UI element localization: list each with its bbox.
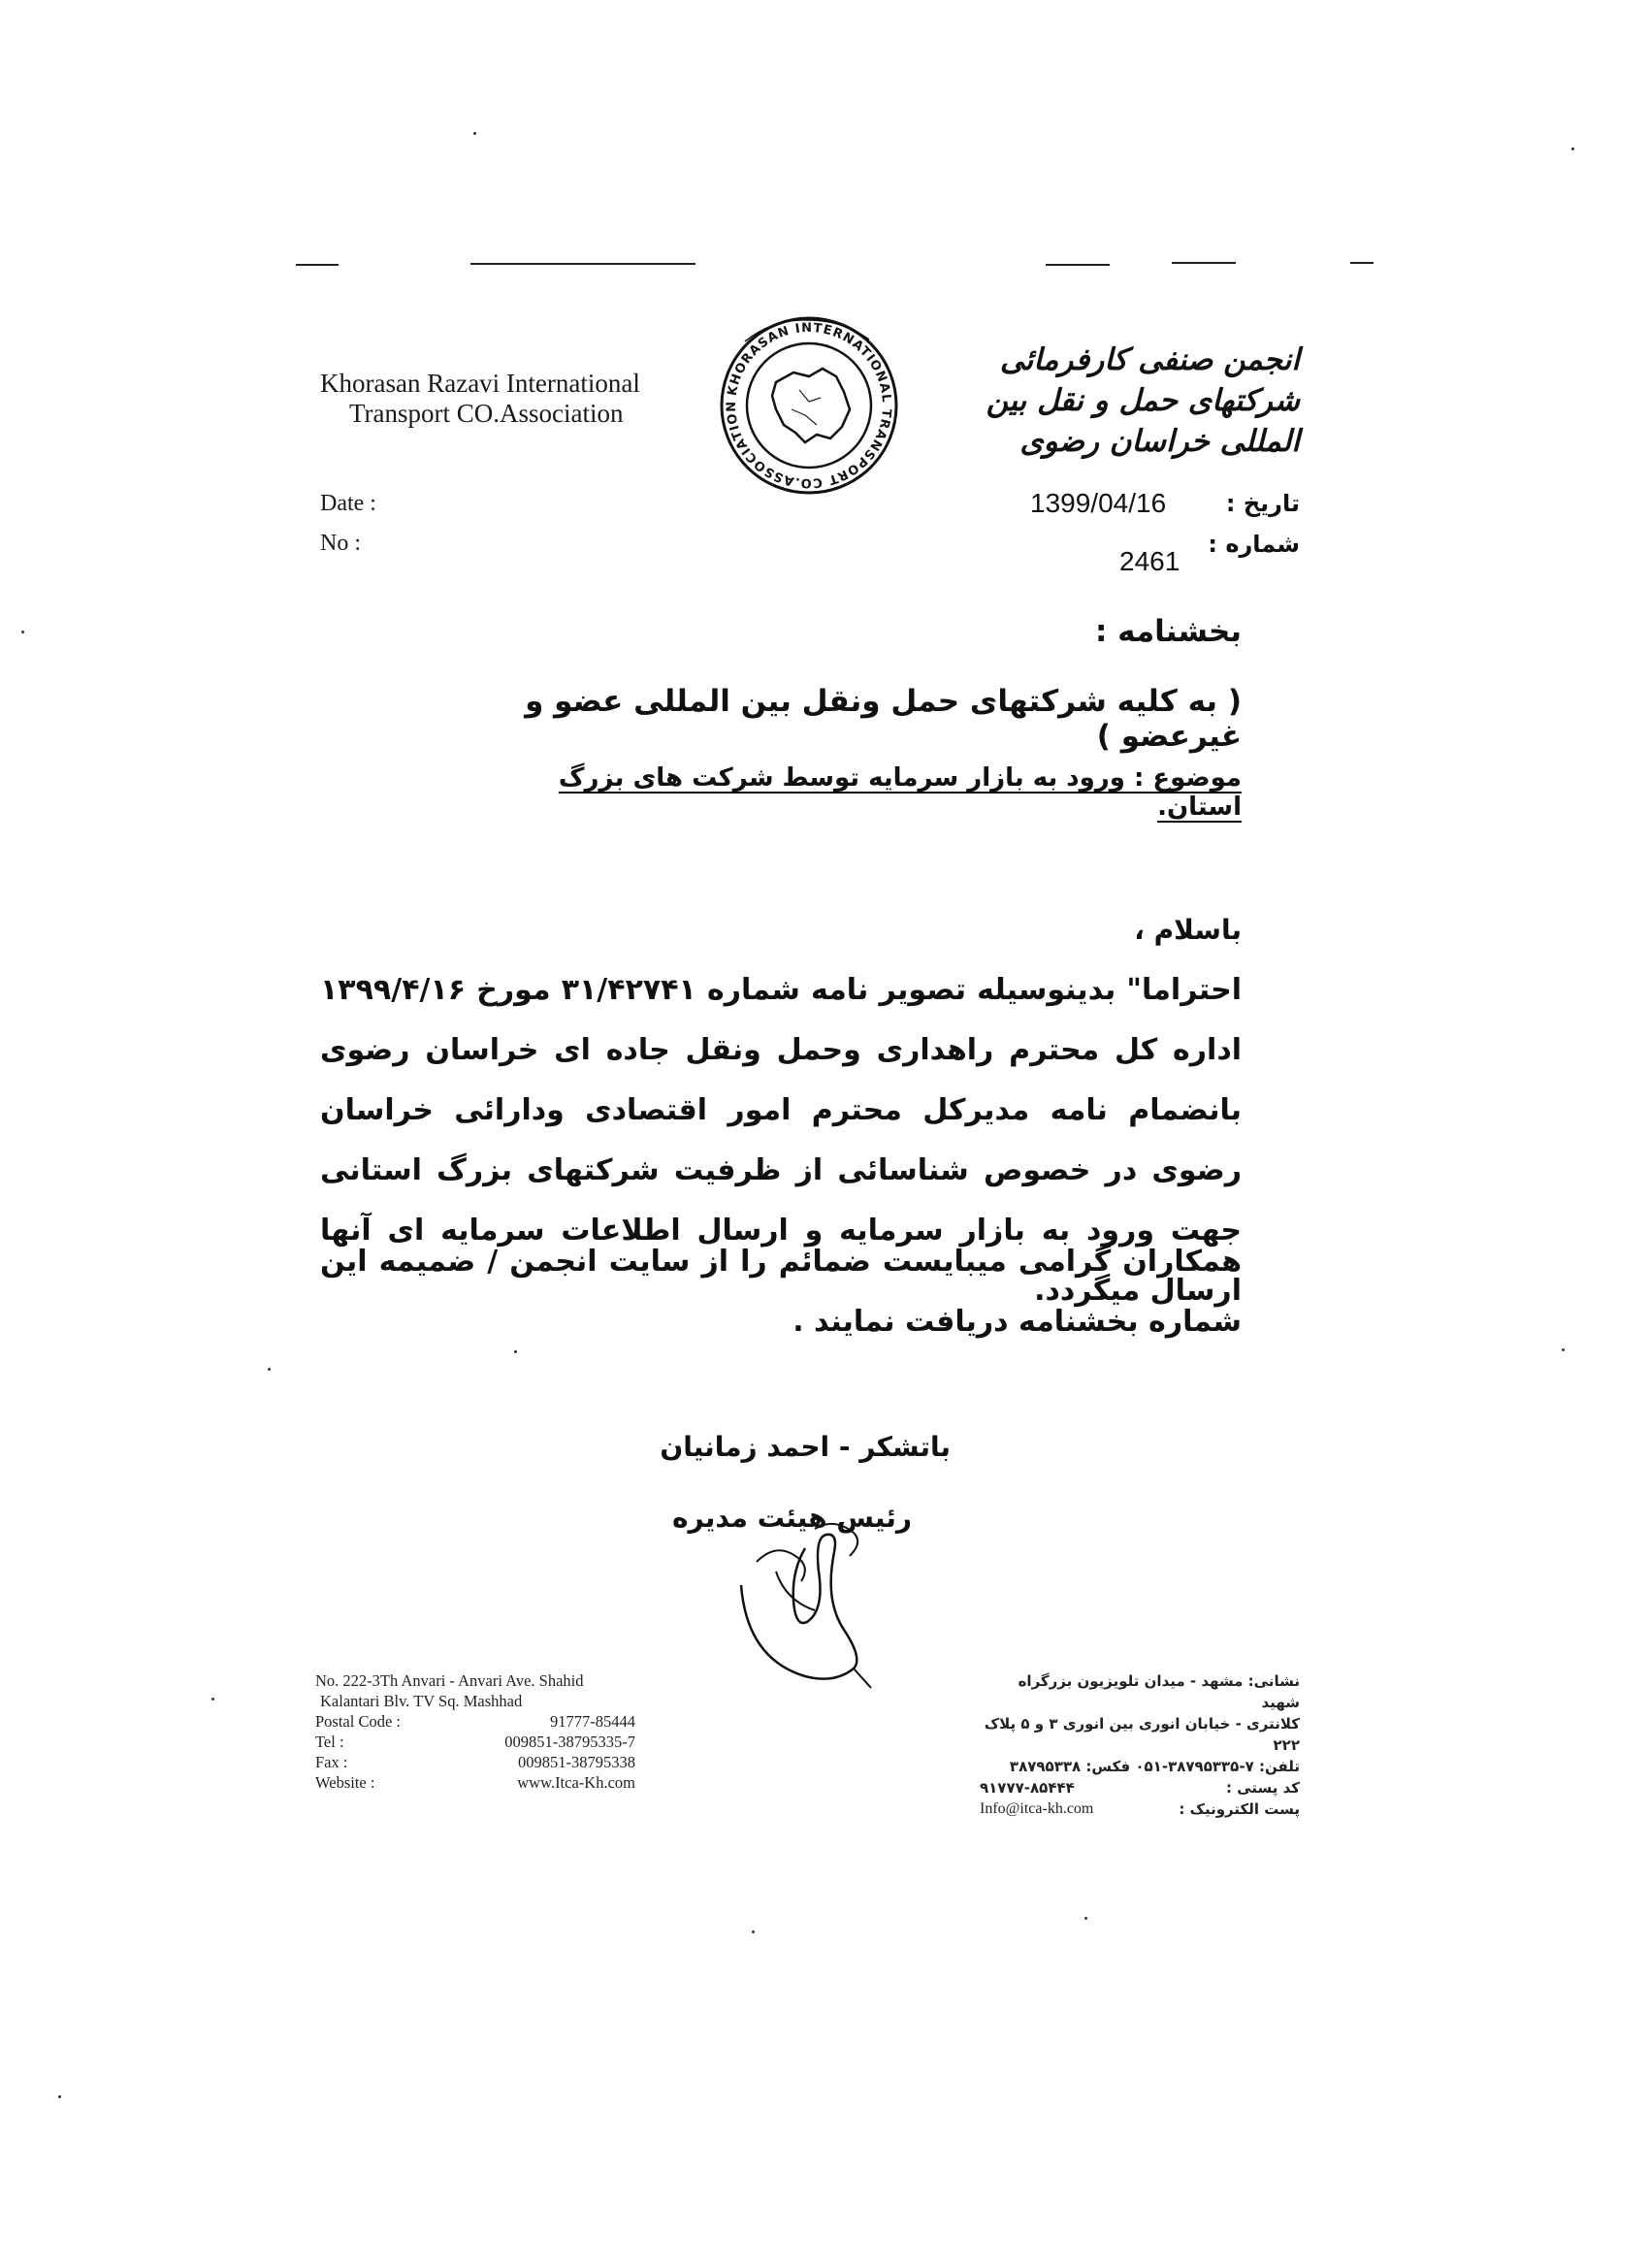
date-value: 1399/04/16 [1030, 488, 1167, 518]
scan-speck [473, 132, 476, 135]
footer-fa-phone: تلفن: ۷-۳۸۷۹۵۳۳۵-۰۵۱ فکس: ۳۸۷۹۵۳۳۸ [1009, 1758, 1300, 1775]
subject-line: موضوع : ورود به بازار سرمایه توسط شرکت های بزرگ استان. [558, 763, 1242, 822]
scan-speck [58, 2095, 61, 2098]
org-name-en-line1: Khorasan Razavi International [320, 369, 640, 398]
date-label-fa: تاریخ : [1225, 490, 1300, 517]
association-logo [716, 312, 902, 499]
scan-speck [211, 1698, 214, 1701]
scan-speck [752, 1930, 755, 1933]
scan-speck [1084, 1917, 1087, 1920]
closing-line: باتشکر - احمد زمانیان [660, 1431, 951, 1463]
scan-speck [1562, 1348, 1565, 1351]
scan-speck [21, 631, 24, 633]
date-label-en: Date : [320, 491, 376, 516]
number-label-fa: شماره : [1208, 531, 1300, 558]
footer-en [315, 1670, 635, 1793]
circular-title: بخشنامه : [1094, 614, 1242, 649]
footer-en-website-value: www.Itca-Kh.com [517, 1773, 635, 1792]
footer-fa-email-row [980, 1798, 1300, 1820]
scan-speck [514, 1350, 517, 1353]
logo-ring-text: KHORASAN INTERNATIONAL TRANSPORT CO.ASSOCIATION [724, 320, 894, 491]
footer-en-tel-value: 009851-38795335-7 [504, 1733, 635, 1751]
footer-en-fax-row [315, 1752, 635, 1772]
footer-fa-email-label: پست الکترونیک : [1179, 1800, 1300, 1818]
footer-en-tel-label: Tel : [315, 1733, 344, 1751]
footer-fa-postal-value: ۹۱۷۷۷-۸۵۴۴۴ [980, 1779, 1075, 1797]
body-paragraph-1: احتراما" بدینوسیله تصویر نامه شماره ۳۱/۴۲۷۴۱ مورخ ۱۳۹۹/۴/۱۶ اداره کل محترم راهداری وحمل ونقل جاده ای خراسان رضوی بانضمام نامه مدیرکل محترم امور اقتصادی ودارائی خراسان رضوی در خصوص شناسائی از ظرفیت شرکتهای بزرگ استانی جهت ورود به بازار سرمایه و ارسال اطلاعات سرمایه ای آنها ارسال میگردد. [320, 973, 1242, 1308]
footer-en-fax-value: 009851-38795338 [518, 1753, 635, 1771]
footer-fa [980, 1670, 1300, 1820]
org-name-en-line2: Transport CO.Association [349, 399, 624, 428]
svg-text:KHORASAN INTERNATIONAL TRANSPO [725, 321, 893, 490]
scan-rule [296, 264, 339, 266]
scan-speck [1571, 147, 1574, 150]
footer-en-fax-label: Fax : [315, 1753, 348, 1771]
footer-en-website-label: Website : [315, 1773, 375, 1792]
footer-en-website-row [315, 1772, 635, 1793]
footer-fa-email-value: Info@itca-kh.com [980, 1800, 1094, 1817]
signer-title: رئیس هیئت مدیره [671, 1502, 912, 1534]
scan-speck [268, 1368, 271, 1371]
org-name-en [320, 369, 640, 429]
scan-rule [1350, 262, 1374, 264]
body-paragraph-2: همکاران گرامی میبایست ضمائم را از سایت انجمن / ضمیمه این شماره بخشنامه دریافت نمایند . [320, 1245, 1242, 1339]
recipients-line: ( به کلیه شرکتهای حمل ونقل بین المللی عضو و غیرعضو ) [525, 684, 1242, 754]
scan-rule [1046, 264, 1110, 266]
footer-en-postal-row [315, 1711, 635, 1732]
footer-fa-postal-label: کد پستی : [1225, 1779, 1300, 1797]
number-value: 2461 [1119, 546, 1180, 576]
footer-en-postal-value: 91777-85444 [550, 1712, 635, 1731]
footer-fa-address-1: نشانی: مشهد - میدان تلویزیون بزرگراه شهید [1018, 1672, 1300, 1711]
footer-en-address-2: Kalantari Blv. TV Sq. Mashhad [320, 1692, 523, 1710]
no-label-en: No : [320, 531, 361, 556]
footer-en-tel-row [315, 1732, 635, 1752]
handwritten-signature [718, 1513, 912, 1707]
scan-rule [470, 263, 695, 265]
footer-en-postal-label: Postal Code : [315, 1712, 402, 1731]
footer-fa-postal-row [980, 1777, 1300, 1798]
org-name-fa: انجمن صنفی کارفرمائی شرکتهای حمل و نقل بین المللی خراسان رضوی [986, 342, 1300, 459]
greeting: باسلام ، [1134, 914, 1242, 946]
scan-rule [1172, 262, 1236, 264]
footer-en-address-1: No. 222-3Th Anvari - Anvari Ave. Shahid [315, 1671, 584, 1690]
footer-fa-address-2: کلانتری - خیابان انوری بین انوری ۳ و ۵ پلاک ۲۲۲ [984, 1715, 1300, 1754]
